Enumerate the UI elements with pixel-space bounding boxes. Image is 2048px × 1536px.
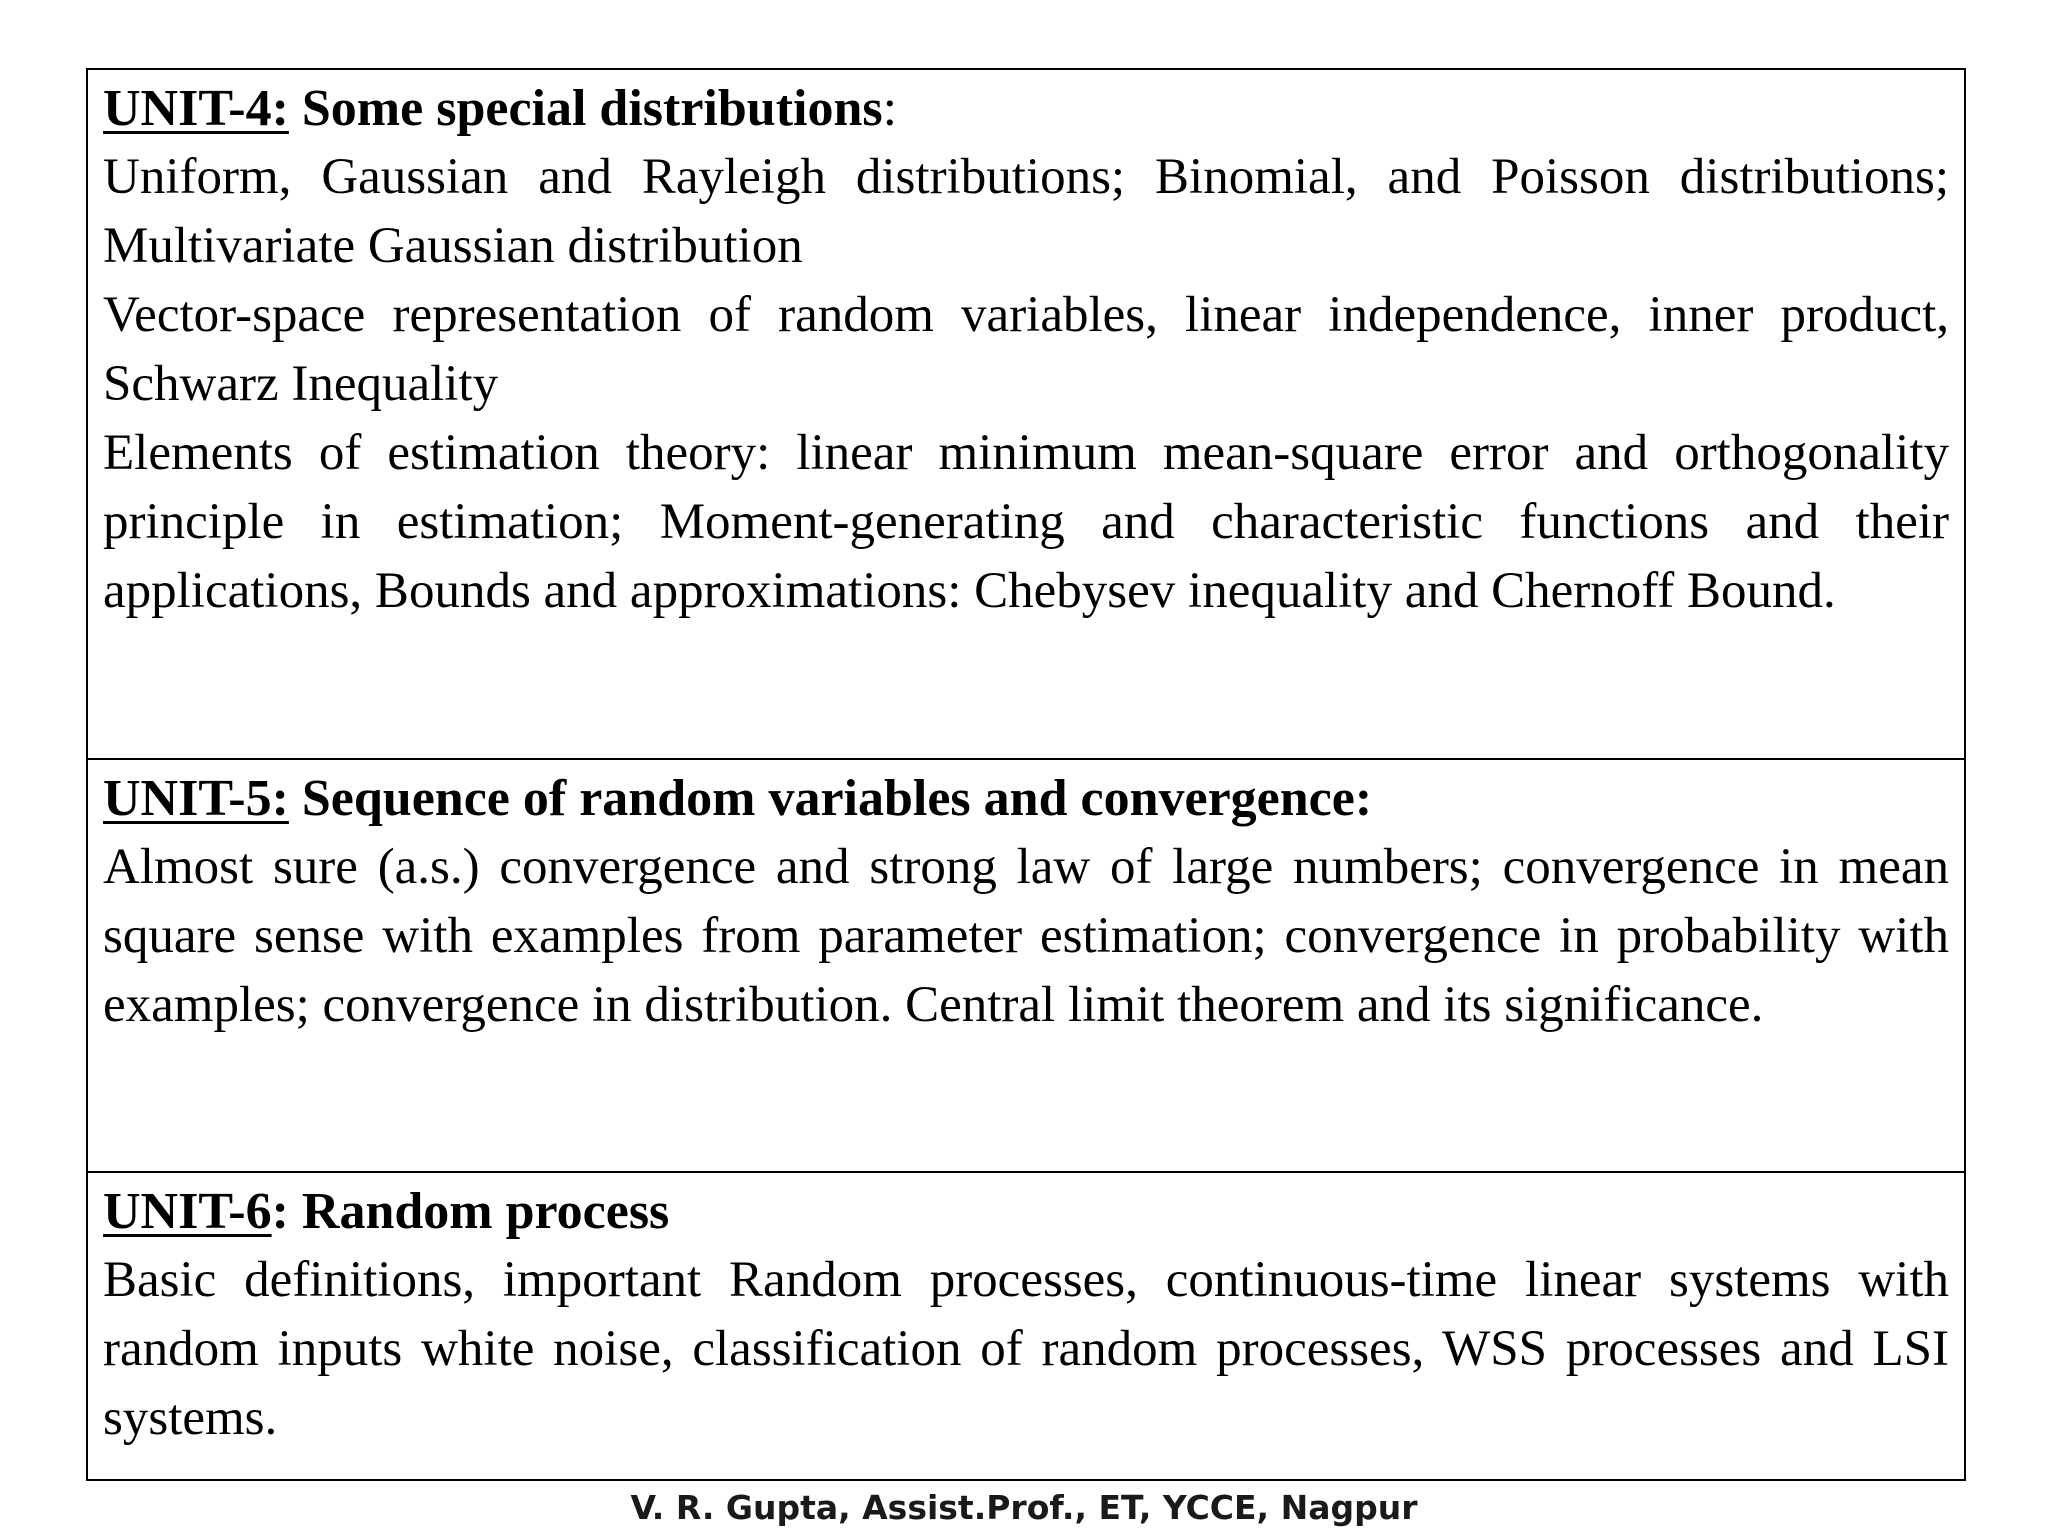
unit-6-code: UNIT-6 [103,1183,272,1240]
unit-6-cell [88,1173,1964,1479]
unit-4-paragraph-3: Elements of estimation theory: linear minimum mean-square error and orthogonality principle in estimation; Moment-generating and characteristic functions and their applications, Bounds and approximations: Chebysev inequality and Chernoff Bound. [103,425,1949,619]
unit-6-title: : Random process [271,1183,670,1240]
unit-5-heading [103,764,1949,833]
unit-6-heading [103,1177,1949,1246]
unit-4-title-colon: : [882,80,898,137]
unit-6-paragraph-1: Basic definitions, important Random processes, continuous-time linear systems with random inputs white noise, classification of random processes, WSS processes and LSI systems. [103,1252,1949,1446]
unit-4-cell [88,70,1964,760]
unit-4-title: Some special distributions [288,80,883,137]
footer-credit: V. R. Gupta, Assist.Prof., ET, YCCE, Nagpur [630,1488,1418,1527]
unit-4-heading [103,74,1949,143]
unit-4-code: UNIT-4: [103,80,289,137]
syllabus-table [86,68,1966,1481]
unit-5-cell [88,760,1964,1173]
unit-5-paragraph-1: Almost sure (a.s.) convergence and strong law of large numbers; convergence in mean square sense with examples from parameter estimation; convergence in probability with examples; convergence in distribution. Central limit theorem and its significance. [103,839,1949,1033]
unit-5-title: Sequence of random variables and convergence: [288,770,1373,827]
unit-5-code: UNIT-5: [103,770,289,827]
unit-4-paragraph-1: Uniform, Gaussian and Rayleigh distributions; Binomial, and Poisson distributions; Multivariate Gaussian distribution [103,149,1949,274]
unit-4-paragraph-2: Vector-space representation of random variables, linear independence, inner product, Schwarz Inequality [103,287,1949,412]
